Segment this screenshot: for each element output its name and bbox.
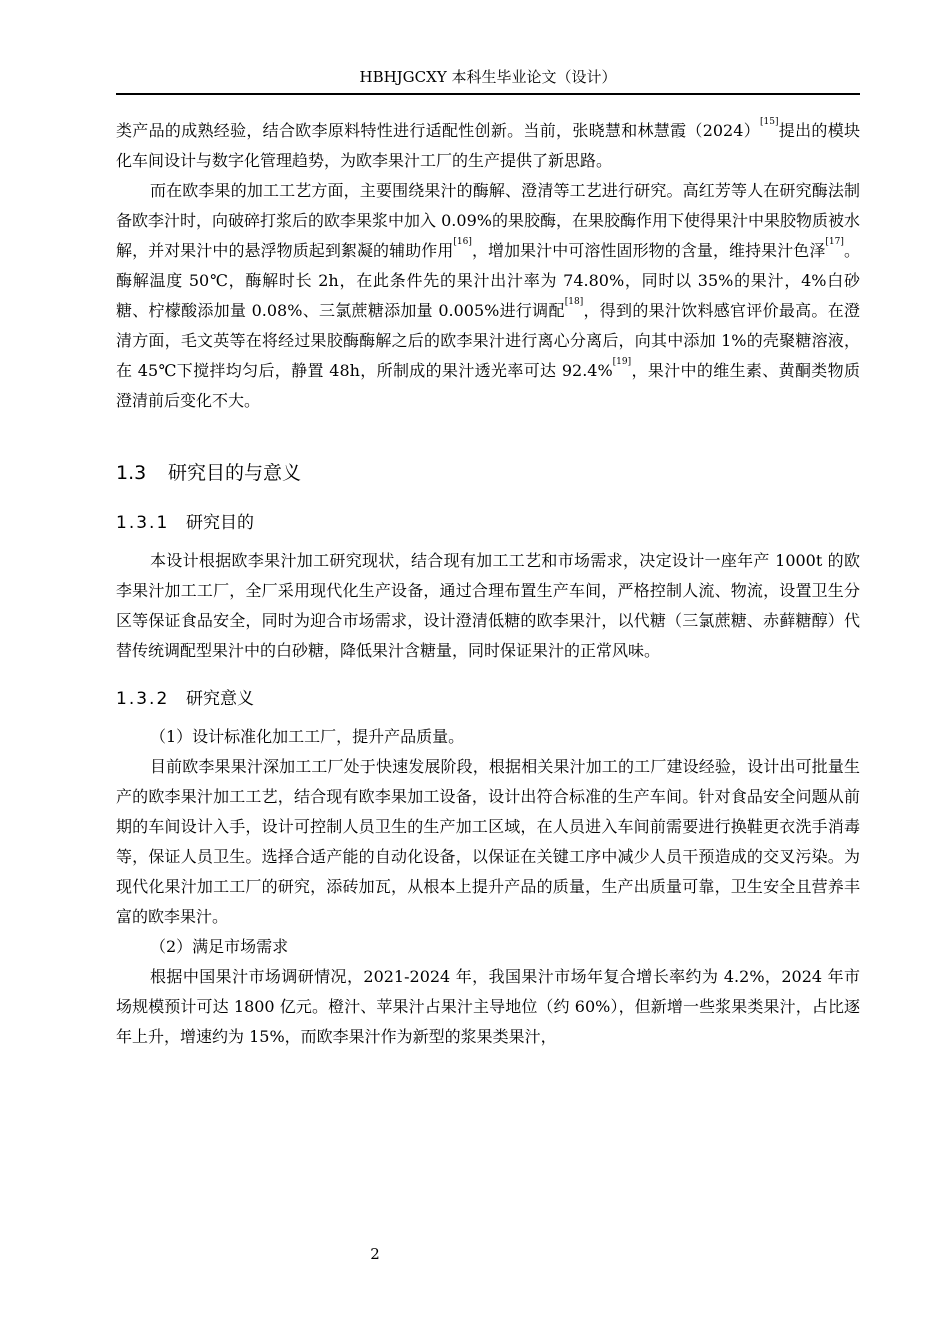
paragraph-significance-1: 目前欧李果果汁深加工工厂处于快速发展阶段，根据相关果汁加工的工厂建设经验，设计出可批量生产的欧李果汁加工工艺，结合现有欧李果加工设备，设计出符合标准的生产车间。针对食品安全问题从前期的车间设计入手，设计可控制人员卫生的生产加工区域，在人员进入车间前需要进行换鞋更衣洗手消毒等，保证人员卫生。选择合适产能的自动化设备，以保证在关键工序中减少人员干预造成的交叉污染。为现代化果汁加工工厂的研究，添砖加瓦，从根本上提升产品的质量，生产出质量可靠，卫生安全且营养丰富的欧李果汁。 (116, 757, 860, 926)
list-item-title-2: （2）满足市场需求 (150, 937, 289, 956)
paragraph-continuation (116, 116, 860, 176)
document-body (116, 116, 860, 1052)
text-run: ，得到的果汁饮料感官评价最高。在澄清方面，毛文英等在将经过果胶酶酶解之后的欧李果汁进行离心分离后，向其中添加 1%的壳聚糖溶液，在 45℃下搅拌均匀后，静置 48h，所制成的果汁透光率可达 92.4% (116, 301, 860, 380)
header-title: HBHJGCXY 本科生毕业论文（设计） (359, 68, 617, 86)
citation-16: [16] (453, 237, 472, 247)
section-heading-1-3 (116, 458, 860, 488)
section-number: 1.3.1 (116, 513, 170, 533)
page-header (116, 66, 860, 95)
section-heading-1-3-2 (116, 684, 860, 714)
section-title: 研究目的与意义 (168, 462, 302, 484)
text-run: 类产品的成熟经验，结合欧李原料特性进行适配性创新。当前，张晓慧和林慧霞（2024） (116, 121, 761, 140)
text-run: 提出的模块化车间设计与数字化管理趋势，为欧李果汁工厂的生产提供了新思路。 (116, 121, 860, 170)
citation-17: [17] (825, 237, 844, 247)
paragraph-significance-2: 根据中国果汁市场调研情况，2021-2024 年，我国果汁市场年复合增长率约为 4.2%，2024 年市场规模预计可达 1800 亿元。橙汁、苹果汁占果汁主导地位（约 60%），但新增一些浆果类果汁，占比逐年上升，增速约为 15%，而欧李果汁作为新型的浆果类果汁， (116, 967, 860, 1046)
text-run: 而在欧李果的加工工艺方面，主要围绕果汁的酶解、澄清等工艺进行研究。高红芳等人在研究酶法制备欧李汁时，向破碎打浆后的欧李果浆中加入 0.09%的果胶酶，在果胶酶作用下使得果汁中果胶物质被水解，并对果汁中的悬浮物质起到絮凝的辅助作用 (116, 181, 860, 260)
list-item-title-1: （1）设计标准化加工工厂，提升产品质量。 (150, 727, 465, 746)
citation-18: [18] (564, 297, 584, 307)
text-run: ，果汁中的维生素、黄酮类物质澄清前后变化不大。 (116, 361, 860, 410)
section-number: 1.3 (116, 462, 147, 484)
paragraph-purpose: 本设计根据欧李果汁加工研究现状，结合现有加工工艺和市场需求，决定设计一座年产 1000t 的欧李果汁加工工厂，全厂采用现代化生产设备，通过合理布置生产车间，严格控制人流、物流，设置卫生分区等保证食品安全，同时为迎合市场需求，设计澄清低糖的欧李果汁，以代糖（三氯蔗糖、赤藓糖醇）代替传统调配型果汁中的白砂糖，降低果汁含糖量，同时保证果汁的正常风味。 (116, 551, 860, 660)
section-heading-1-3-1 (116, 508, 860, 538)
text-run: 。酶解温度 50℃，酶解时长 2h，在此条件先的果汁出汁率为 74.80%，同时以 35%的果汁，4%白砂糖、柠檬酸添加量 0.08%、三氯蔗糖添加量 0.005%进行调配 (116, 241, 860, 320)
section-title: 研究意义 (186, 689, 254, 709)
section-number: 1.3.2 (116, 689, 170, 709)
citation-19: [19] (612, 357, 632, 367)
page-number: 2 (370, 1245, 380, 1263)
citation-15: [15] (760, 117, 779, 127)
section-title: 研究目的 (186, 513, 254, 533)
paragraph-processing (116, 176, 860, 416)
text-run: ，增加果汁中可溶性固形物的含量，维持果汁色泽 (471, 241, 826, 260)
